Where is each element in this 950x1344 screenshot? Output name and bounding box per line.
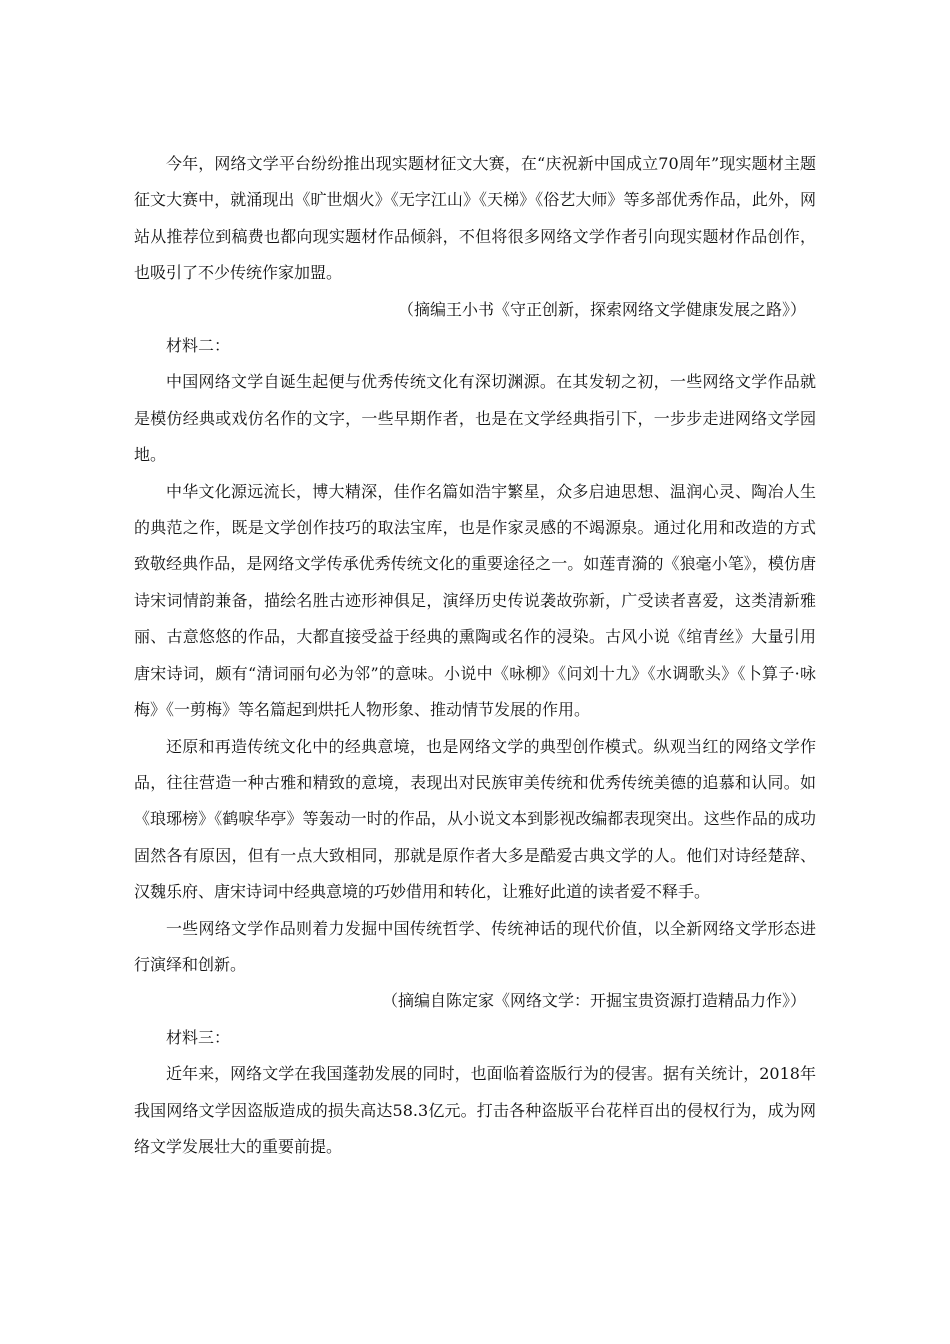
paragraph-piracy: 近年来，网络文学在我国蓬勃发展的同时，也面临着盗版行为的侵害。据有关统计，2018年我国网络文学因盗版造成的损失高达58.3亿元。打击各种盗版平台花样百出的侵权行为，成为网络文学发展壮大的重要前提。 — [134, 1064, 816, 1156]
paragraph-classics: 中华文化源远流长，博大精深，佳作名篇如浩宇繁星，众多启迪思想、温润心灵、陶冶人生的典范之作，既是文学创作技巧的取法宝库，也是作家灵感的不竭源泉。通过化用和改造的方式致敬经典作品，是网络文学传承优秀传统文化的重要途径之一。如莲青漪的《狼毫小笔》，模仿唐诗宋词情韵兼备，描绘名胜古迹形神俱足，演绎历史传说袭故弥新，广受读者喜爱，这类清新雅丽、古意悠悠的作品，大都直接受益于经典的熏陶或名作的浸染。古风小说《绾青丝》大量引用唐宋诗词，颇有“清词丽句必为邻”的意味。小说中《咏柳》《问刘十九》《水调歌头》《卜算子·咏梅》《一剪梅》等名篇起到烘托人物形象、推动情节发展的作用。 — [134, 481, 816, 720]
document-body — [134, 146, 816, 1165]
paragraph-origins: 中国网络文学自诞生起便与优秀传统文化有深切渊源。在其发轫之初，一些网络文学作品就是模仿经典或戏仿名作的文字，一些早期作者，也是在文学经典指引下，一步步走进网络文学园地。 — [134, 372, 816, 465]
material-two-label: 材料二： — [166, 336, 231, 356]
paragraph-philosophy-myth: 一些网络文学作品则着力发掘中国传统哲学、传统神话的现代价值，以全新网络文学形态进行演绎和创新。 — [134, 918, 816, 974]
source-citation-1: （摘编王小书《守正创新，探索网络文学健康发展之路》） — [397, 299, 806, 319]
paragraph-artistic-conception: 还原和再造传统文化中的经典意境，也是网络文学的典型创作模式。纵观当红的网络文学作品，往往营造一种古雅和精致的意境，表现出对民族审美传统和优秀传统美德的追慕和认同。如《琅琊榜》《鹤唳华亭》等轰动一时的作品，从小说文本到影视改编都表现突出。这些作品的成功固然各有原因，但有一点大致相同，那就是原作者大多是酷爱古典文学的人。他们对诗经楚辞、汉魏乐府、唐宋诗词中经典意境的巧妙借用和转化，让雅好此道的读者爱不释手。 — [134, 736, 816, 902]
source-citation-2: （摘编自陈定家《网络文学：开掘宝贵资源打造精品力作》） — [381, 991, 806, 1011]
material-three-label: 材料三： — [166, 1027, 231, 1047]
paragraph-reality-themes: 今年，网络文学平台纷纷推出现实题材征文大赛，在“庆祝新中国成立70周年”现实题材主题征文大赛中，就涌现出《旷世烟火》《无字江山》《天梯》《俗艺大师》等多部优秀作品，此外，网站从推荐位到稿费也都向现实题材作品倾斜，不但将很多网络文学作者引向现实题材作品创作，也吸引了不少传统作家加盟。 — [134, 154, 816, 283]
